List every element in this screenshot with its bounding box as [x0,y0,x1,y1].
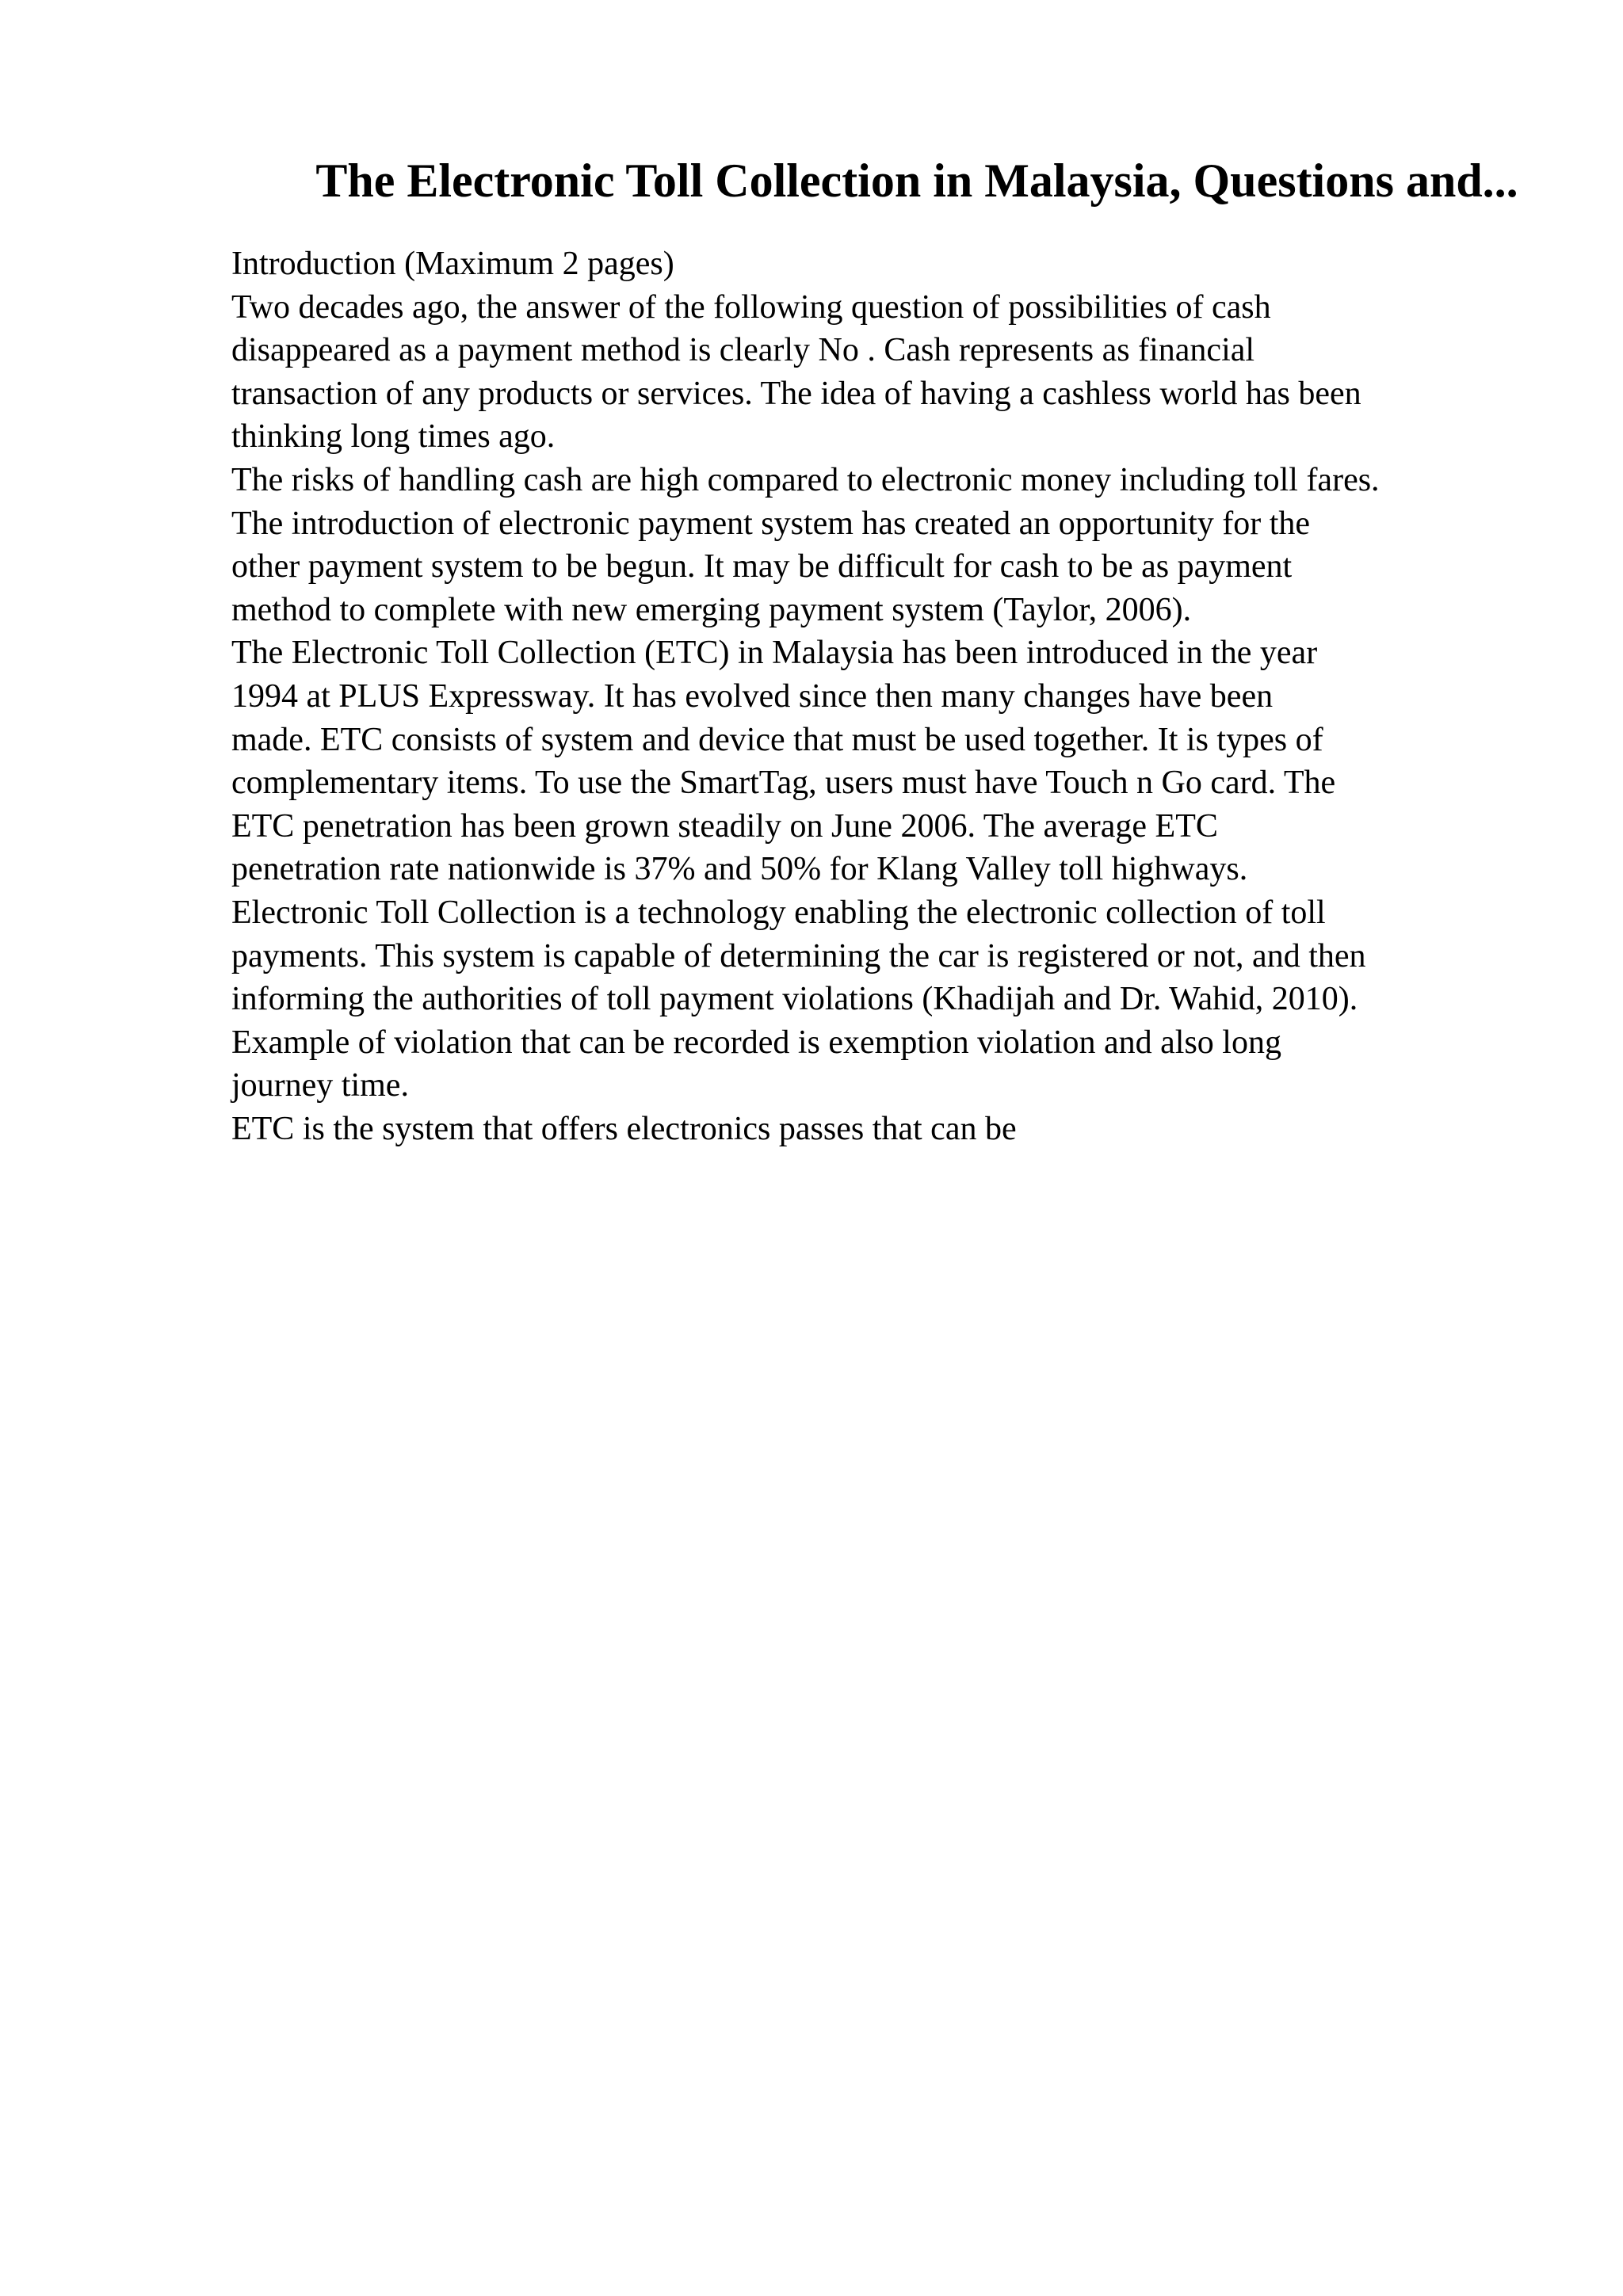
body-line: Two decades ago, the answer of the following question of possibilities of cash [231,288,1271,326]
body-line: 1994 at PLUS Expressway. It has evolved since then many changes have been [231,677,1274,715]
body-line: complementary items. To use the SmartTag, users must have Touch n Go card. The [231,765,1336,802]
body-line: journey time. [231,1067,409,1104]
body-line: disappeared as a payment method is clearly No . Cash represents as financial [231,332,1255,369]
body-line: transaction of any products or services. The idea of having a cashless world has been [231,375,1361,412]
body-line: The introduction of electronic payment system has created an opportunity for the [231,505,1311,542]
body-line: Introduction (Maximum 2 pages) [231,246,674,282]
body-line: The Electronic Toll Collection (ETC) in Malaysia has been introduced in the year [231,635,1318,672]
body-line: penetration rate nationwide is 37% and 50% for Klang Valley toll highways. [231,851,1248,888]
body-line: payments. This system is capable of determining the car is registered or not, and then [231,937,1366,974]
body-line: The risks of handling cash are high compared to electronic money including toll fares. [231,461,1380,498]
body-line: method to complete with new emerging payment system (Taylor, 2006). [231,591,1192,628]
body-line: thinking long times ago. [231,418,556,456]
body-line: Electronic Toll Collection is a technology enabling the electronic collection of toll [231,894,1326,931]
body-line: ETC is the system that offers electronics passes that can be [231,1110,1017,1147]
body-line: made. ETC consists of system and device that must be used together. It is types of [231,721,1323,758]
body-line: Example of violation that can be recorded is exemption violation and also long [231,1024,1281,1061]
body-line: ETC penetration has been grown steadily on June 2006. The average ETC [231,807,1218,845]
body-line: informing the authorities of toll payment violations (Khadijah and Dr. Wahid, 2010). [231,981,1358,1018]
body-line: other payment system to be begun. It may be difficult for cash to be as payment [231,548,1293,585]
document-body [231,242,1531,1150]
document-title: The Electronic Toll Collection in Malaysia, Questions and... [315,154,1518,207]
